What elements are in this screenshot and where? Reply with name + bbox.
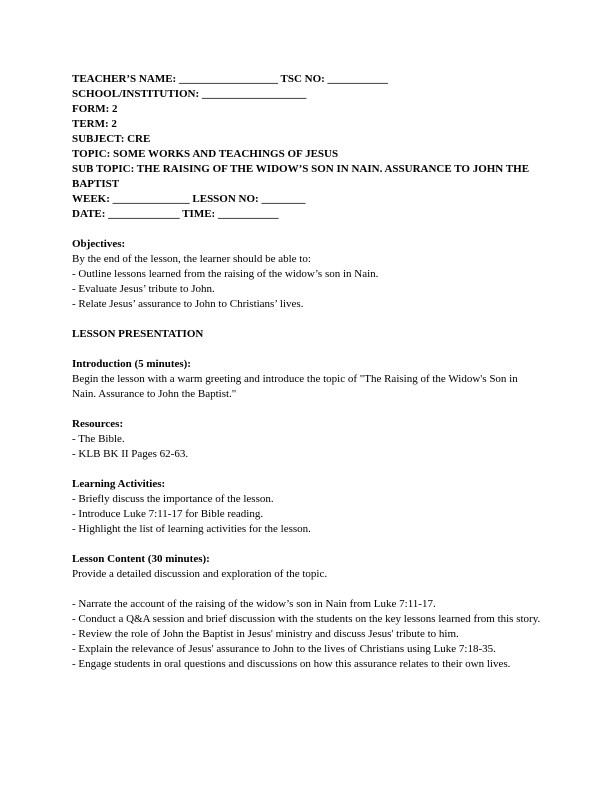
header-block (72, 72, 542, 222)
content-item: - Narrate the account of the raising of the widow’s son in Nain from Luke 7:11-17. (72, 598, 436, 610)
objectives-heading: Objectives: (72, 238, 126, 250)
lesson-content-heading: Lesson Content (30 minutes): (72, 553, 210, 565)
objective-item: - Relate Jesus’ assurance to John to Christians’ lives. (72, 298, 304, 310)
subject-line: SUBJECT: CRE (72, 133, 151, 145)
form-line: FORM: 2 (72, 103, 118, 115)
objective-item: - Evaluate Jesus’ tribute to John. (72, 283, 215, 295)
date-line: DATE: _____________ TIME: ___________ (72, 208, 279, 220)
content-item: - Explain the relevance of Jesus' assurance to John to the lives of Christians using Luke 7:18-35. (72, 643, 496, 655)
objective-item: - Outline lessons learned from the raising of the widow’s son in Nain. (72, 268, 379, 280)
activity-item: - Introduce Luke 7:11-17 for Bible reading. (72, 508, 264, 520)
lesson-content-section (72, 552, 542, 672)
subtopic-line: SUB TOPIC: THE RAISING OF THE WIDOW’S SON IN NAIN. ASSURANCE TO JOHN THE BAPTIST (72, 163, 530, 190)
resource-item: - The Bible. (72, 433, 125, 445)
objectives-section (72, 237, 542, 312)
resources-heading: Resources: (72, 418, 124, 430)
teacher-name-line: TEACHER’S NAME: __________________ TSC NO: ___________ (72, 73, 389, 85)
lesson-presentation-heading: LESSON PRESENTATION (72, 328, 204, 340)
week-line: WEEK: ______________ LESSON NO: ________ (72, 193, 306, 205)
introduction-section (72, 357, 542, 402)
learning-activities-heading: Learning Activities: (72, 478, 166, 490)
objectives-intro: By the end of the lesson, the learner should be able to: (72, 253, 311, 265)
resources-section (72, 417, 542, 462)
lesson-plan (72, 72, 542, 672)
topic-line: TOPIC: SOME WORKS AND TEACHINGS OF JESUS (72, 148, 339, 160)
introduction-text: Begin the lesson with a warm greeting and introduce the topic of "The Raising of the Widow's Son in Nain. Assurance to John the Baptist." (72, 373, 518, 400)
term-line: TERM: 2 (72, 118, 117, 130)
learning-activities-section (72, 477, 542, 537)
activity-item: - Briefly discuss the importance of the lesson. (72, 493, 274, 505)
school-line: SCHOOL/INSTITUTION: ___________________ (72, 88, 307, 100)
content-item: - Review the role of John the Baptist in Jesus' ministry and discuss Jesus' tribute to him. (72, 628, 459, 640)
content-item: - Engage students in oral questions and discussions on how this assurance relates to their own lives. (72, 658, 511, 670)
lesson-content-intro: Provide a detailed discussion and exploration of the topic. (72, 568, 328, 580)
activity-item: - Highlight the list of learning activities for the lesson. (72, 523, 311, 535)
introduction-heading: Introduction (5 minutes): (72, 358, 191, 370)
content-item: - Conduct a Q&A session and brief discussion with the students on the key lessons learned from this story. (72, 613, 541, 625)
resource-item: - KLB BK II Pages 62-63. (72, 448, 189, 460)
